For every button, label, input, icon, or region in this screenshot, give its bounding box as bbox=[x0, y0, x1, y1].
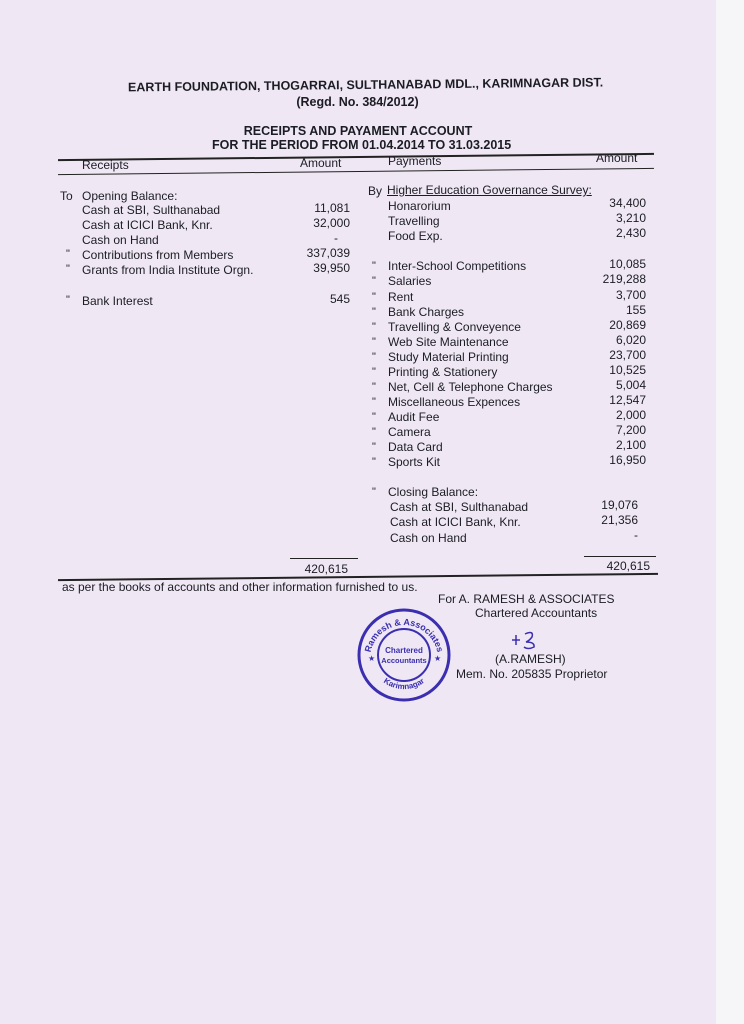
seal-center-line1: Chartered bbox=[385, 646, 423, 655]
opening-balance-label: Opening Balance: bbox=[82, 189, 178, 203]
ditto-mark: " bbox=[372, 366, 376, 378]
payment-item-amount: 10,085 bbox=[609, 257, 646, 271]
ditto-mark: " bbox=[372, 275, 376, 287]
ditto-mark: " bbox=[372, 396, 376, 408]
audit-note: as per the books of accounts and other information furnished to us. bbox=[62, 580, 418, 594]
payment-item-amount: 12,547 bbox=[609, 393, 646, 407]
chartered-accountants-seal bbox=[356, 607, 452, 703]
payment-item-label: Bank Charges bbox=[388, 305, 465, 319]
statement-title: RECEIPTS AND PAYAMENT ACCOUNT bbox=[243, 124, 473, 138]
payment-item-label: Inter-School Competitions bbox=[388, 259, 527, 273]
payment-item-label: Salaries bbox=[388, 274, 432, 288]
registration-number: (Regd. No. 384/2012) bbox=[296, 95, 419, 109]
payments-total: 420,615 bbox=[606, 559, 650, 573]
payment-item-label: Rent bbox=[388, 290, 414, 304]
ditto-mark: " bbox=[372, 456, 376, 468]
receipt-item-label: Contributions from Members bbox=[82, 248, 234, 262]
payment-item-amount: - bbox=[634, 528, 638, 542]
payment-item-amount: 2,430 bbox=[615, 226, 646, 240]
payment-item-label: Cash on Hand bbox=[390, 531, 467, 545]
ditto-mark: " bbox=[372, 426, 376, 438]
ditto-mark: " bbox=[372, 486, 376, 498]
ditto-mark: " bbox=[66, 263, 70, 275]
ditto-mark: " bbox=[372, 441, 376, 453]
payment-item-label: Net, Cell & Telephone Charges bbox=[388, 380, 553, 394]
payment-item-amount: 19,076 bbox=[601, 498, 638, 512]
payment-item-label: Printing & Stationery bbox=[388, 365, 498, 379]
by-label: By bbox=[368, 184, 383, 198]
payment-item-amount: 155 bbox=[625, 303, 646, 317]
receipts-column-header: Receipts bbox=[82, 158, 129, 172]
payment-item-label: Miscellaneous Expences bbox=[388, 395, 521, 409]
receipt-item-label: Cash at ICICI Bank, Knr. bbox=[82, 218, 213, 232]
payment-item-amount: 7,200 bbox=[615, 423, 646, 437]
receipt-item-label: Cash on Hand bbox=[82, 233, 159, 247]
payment-item-label: Cash at ICICI Bank, Knr. bbox=[390, 515, 521, 529]
payment-item-label: Data Card bbox=[388, 440, 443, 454]
receipt-item-label: Grants from India Institute Orgn. bbox=[82, 263, 254, 277]
payment-item-label: Camera bbox=[388, 425, 431, 439]
payment-item-amount: 23,700 bbox=[609, 348, 646, 362]
receipt-item-label: Cash at SBI, Sulthanabad bbox=[82, 203, 221, 217]
ditto-mark: " bbox=[372, 381, 376, 393]
receipt-item-amount: 545 bbox=[329, 292, 350, 306]
payments-column-header: Payments bbox=[388, 154, 442, 168]
ditto-mark: " bbox=[66, 248, 70, 260]
amount-right-column-header: Amount bbox=[596, 151, 638, 165]
signatory-name: (A.RAMESH) bbox=[495, 652, 566, 666]
payment-item-amount: 2,000 bbox=[615, 408, 646, 422]
firm-name: For A. RAMESH & ASSOCIATES bbox=[438, 592, 615, 606]
payment-item-amount: 3,210 bbox=[615, 211, 646, 225]
ditto-mark: " bbox=[372, 260, 376, 272]
receipt-item-amount: 39,950 bbox=[313, 261, 350, 275]
payment-item-amount: 2,100 bbox=[615, 438, 646, 452]
seal-star-right: ★ bbox=[434, 654, 442, 663]
payment-item-amount: 6,020 bbox=[615, 333, 646, 347]
receipt-item-amount: 11,081 bbox=[314, 201, 350, 215]
payment-item-label: Study Material Printing bbox=[388, 350, 509, 364]
ditto-mark: " bbox=[372, 306, 376, 318]
payment-item-amount: 21,356 bbox=[601, 513, 638, 527]
payment-item-label: Food Exp. bbox=[388, 229, 443, 243]
receipt-item-amount: 337,039 bbox=[306, 246, 350, 260]
payment-item-amount: 219,288 bbox=[602, 272, 646, 286]
scan-edge bbox=[716, 0, 744, 1024]
payment-item-label: Sports Kit bbox=[388, 455, 441, 469]
closing-balance-label: Closing Balance: bbox=[388, 485, 479, 499]
receipt-item-label: Bank Interest bbox=[82, 294, 153, 308]
ditto-mark: " bbox=[372, 291, 376, 303]
receipt-item-amount: - bbox=[334, 231, 338, 245]
payments-total-rule bbox=[584, 556, 656, 557]
payment-item-amount: 34,400 bbox=[609, 196, 646, 210]
seal-city-text: Karimnagar bbox=[382, 676, 426, 692]
membership-number: Mem. No. 205835 Proprietor bbox=[456, 667, 608, 681]
to-label: To bbox=[60, 189, 73, 203]
payment-item-label: Audit Fee bbox=[388, 410, 440, 424]
receipts-total-rule bbox=[290, 558, 358, 559]
survey-heading: Higher Education Governance Survey: bbox=[387, 183, 592, 197]
svg-text:Karimnagar bbox=[382, 676, 426, 691]
payment-item-label: Travelling bbox=[388, 214, 440, 228]
payment-item-amount: 10,525 bbox=[609, 363, 646, 377]
payment-item-amount: 3,700 bbox=[615, 288, 646, 302]
signature-mark bbox=[508, 628, 548, 650]
payment-item-amount: 20,869 bbox=[609, 318, 646, 332]
ditto-mark: " bbox=[372, 351, 376, 363]
ditto-mark: " bbox=[66, 294, 70, 306]
firm-subtitle: Chartered Accountants bbox=[475, 606, 598, 620]
ditto-mark: " bbox=[372, 321, 376, 333]
seal-ring-text: Ramesh & Associates bbox=[362, 616, 446, 654]
payment-item-label: Honarorium bbox=[388, 199, 451, 213]
ditto-mark: " bbox=[372, 336, 376, 348]
payment-item-amount: 5,004 bbox=[615, 378, 646, 392]
receipts-total: 420,615 bbox=[304, 562, 348, 576]
seal-center-line2: Accountants bbox=[381, 656, 427, 665]
ditto-mark: " bbox=[372, 411, 376, 423]
payment-item-label: Web Site Maintenance bbox=[388, 335, 509, 349]
seal-star-left: ★ bbox=[368, 654, 376, 663]
payment-item-amount: 16,950 bbox=[609, 453, 646, 467]
receipt-item-amount: 32,000 bbox=[313, 216, 350, 230]
amount-left-column-header: Amount bbox=[300, 156, 342, 170]
payment-item-label: Cash at SBI, Sulthanabad bbox=[390, 500, 529, 514]
statement-period: FOR THE PERIOD FROM 01.04.2014 TO 31.03.2015 bbox=[212, 138, 512, 152]
payment-item-label: Travelling & Conveyence bbox=[388, 320, 521, 334]
org-heading: EARTH FOUNDATION, THOGARRAI, SULTHANABAD MDL., KARIMNAGAR DIST. bbox=[127, 75, 604, 95]
